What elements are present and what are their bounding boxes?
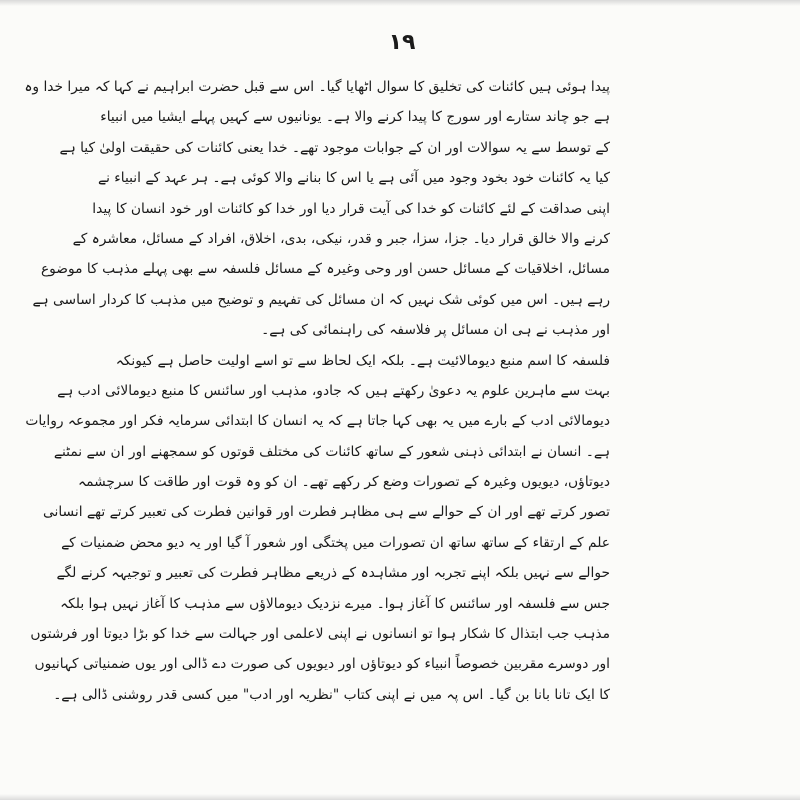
body-text bbox=[24, 72, 610, 710]
text-line: علم کے ارتقاء کے ساتھ ساتھ ان تصورات میں پختگی اور شعور آ گیا اور یہ دیو محض ضمنیات کے bbox=[61, 534, 610, 551]
text-line: مذہب جب ابتذال کا شکار ہوا تو انسانوں نے اپنی لاعلمی اور جہالت سے خدا کو بڑا دیوتا اور فرشتوں bbox=[30, 626, 610, 643]
text-line: جس سے فلسفہ اور سائنس کا آغاز ہوا۔ میرے نزدیک دیومالاؤں سے مذہب کا آغاز نہیں ہوا بلکہ bbox=[60, 595, 610, 612]
text-line: مسائل، اخلاقیات کے مسائل حسن اور وحی وغیرہ کے مسائل فلسفہ سے بھی پہلے مذہب کا موضوع bbox=[40, 261, 610, 278]
text-line: دیوتاؤں، دیویوں وغیرہ کے تصورات وضع کر رکھے تھے۔ ان کو وہ قوت اور طاقت کا سرچشمہ bbox=[78, 474, 610, 491]
text-line: تصور کرتے تھے اور ان کے حوالے سے ہی مظاہر فطرت اور قوانین فطرت کی تعبیر کرتے تھے انسانی bbox=[43, 504, 610, 521]
text-line: اپنی صداقت کے لئے کائنات کو خدا کی آیت قرار دیا اور خدا کو کائنات اور خود انسان کا پیدا bbox=[92, 200, 610, 217]
text-line: فلسفہ کا اسم منبع دیومالائیت ہے۔ بلکہ ایک لحاظ سے تو اسے اولیت حاصل ہے کیونکہ bbox=[115, 352, 610, 369]
text-line: کیا یہ کائنات خود بخود وجود میں آئی ہے یا اس کا بنانے والا کوئی ہے۔ ہر عہد کے انبیاء نے bbox=[97, 170, 610, 187]
page-top-edge bbox=[0, 0, 800, 6]
text-line: حوالے سے نہیں بلکہ اپنے تجربہ اور مشاہدہ کے ذریعے مظاہر فطرت کی تعبیر و توجیہہ کرنے لگے bbox=[56, 565, 610, 582]
text-line: کا ایک تانا بانا بن گیا۔ اس پہ میں نے اپنی کتاب "نظریہ اور ادب" میں کسی قدر روشنی ڈالی ہے۔ bbox=[53, 686, 610, 703]
text-line: ہے۔ انسان نے ابتدائی ذہنی شعور کے ساتھ کائنات کی مختلف قوتوں کو سمجھنے اور ان سے نمٹنے bbox=[53, 443, 610, 460]
text-line: بہت سے ماہرین علوم یہ دعویٰ رکھتے ہیں کہ جادو، مذہب اور سائنس کا منبع دیومالائی ادب ہے bbox=[57, 382, 610, 399]
page-number: ۱۹ bbox=[388, 30, 416, 55]
text-line: ہے جو چاند ستارے اور سورج کا پیدا کرنے والا ہے۔ یونانیوں سے کہیں پہلے ایشیا میں انبیاء bbox=[100, 109, 610, 126]
text-line: رہے ہیں۔ اس میں کوئی شک نہیں کہ ان مسائل کی تفہیم و توضیح میں مذہب کا کردار اساسی ہے bbox=[32, 291, 610, 308]
text-line: اور مذہب نے ہی ان مسائل پر فلاسفہ کی راہنمائی کی ہے۔ bbox=[261, 322, 610, 339]
page-bottom-edge bbox=[0, 794, 800, 800]
text-line: اور دوسرے مقربین خصوصاً انبیاء کو دیوتاؤں اور دیویوں کی صورت دے ڈالی اور یوں ضمنیاتی کہانیوں bbox=[34, 656, 610, 673]
text-line: دیومالائی ادب کے بارے میں یہ بھی کہا جاتا ہے کہ یہ انسان کا ابتدائی سرمایہ فکر اور مجموعہ روایات bbox=[25, 413, 610, 430]
text-line: کے توسط سے یہ سوالات اور ان کے جوابات موجود تھے۔ خدا یعنی کائنات کی حقیقت اولیٰ کیا ہے bbox=[59, 139, 610, 156]
text-line: پیدا ہوئی ہیں کائنات کی تخلیق کا سوال اٹھایا گیا۔ اس سے قبل حضرت ابراہیم نے کہا کہ میرا خدا وہ bbox=[24, 79, 610, 95]
text-line: کرنے والا خالق قرار دیا۔ جزا، سزا، جبر و قدر، نیکی، بدی، اخلاق، افراد کے مسائل، معاشرہ کے bbox=[72, 230, 610, 247]
